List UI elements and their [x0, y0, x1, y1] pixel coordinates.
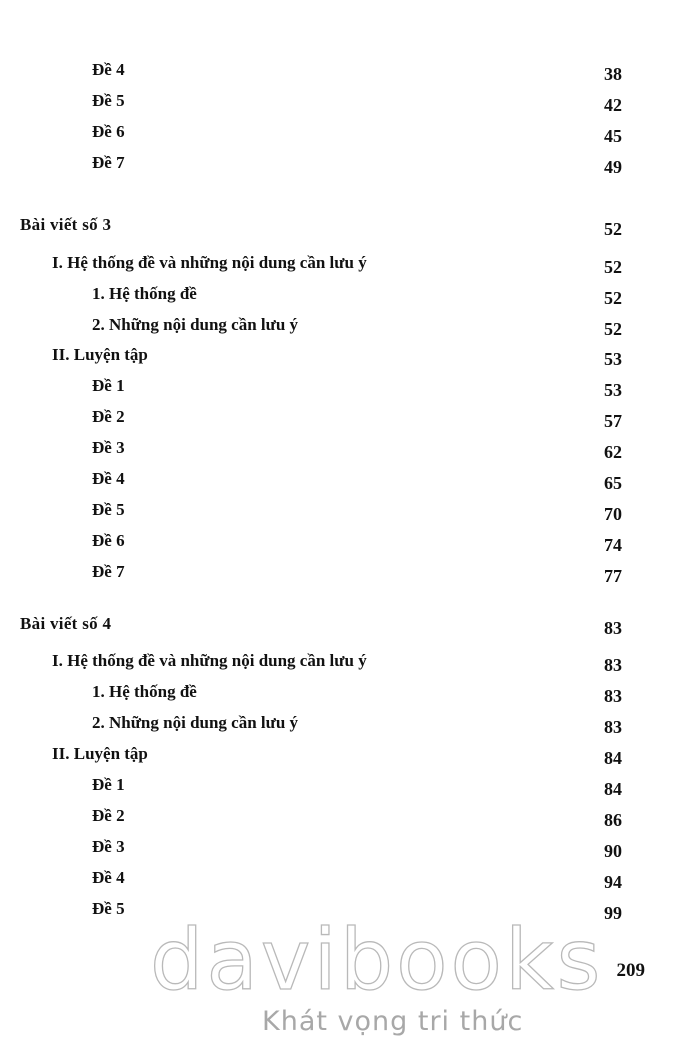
toc-entry: [0, 315, 700, 345]
toc-entry-label: 2. Những nội dung cần lưu ý: [92, 713, 299, 732]
toc-entry-label: Đề 1: [92, 376, 125, 395]
toc-entry: [0, 438, 700, 468]
toc-entry-label: Đề 6: [92, 122, 125, 141]
toc-entry-label: I. Hệ thống đề và những nội dung cần lưu ý: [52, 253, 367, 272]
toc-entry-label: Đề 6: [92, 531, 125, 550]
toc-entry: [0, 122, 700, 152]
toc-entry-page: 83: [604, 655, 622, 675]
toc-entry: [0, 407, 700, 437]
toc-entry-label: II. Luyện tập: [52, 744, 148, 763]
toc-entry-label: I. Hệ thống đề và những nội dung cần lưu ý: [52, 651, 367, 670]
toc-entry: [0, 651, 700, 681]
watermark-brand: davibooks: [150, 911, 604, 1009]
toc-entry-label: Đề 1: [92, 775, 125, 794]
toc-section-heading: [0, 614, 700, 644]
toc-entry-label: Đề 5: [92, 500, 125, 519]
toc-entry-page: 86: [604, 810, 622, 830]
toc-entry-page: 77: [604, 566, 622, 586]
toc-entry-label: Đề 7: [92, 153, 125, 172]
toc-entry-label: 1. Hệ thống đề: [92, 682, 197, 701]
toc-entry: [0, 744, 700, 774]
toc-entry: [0, 253, 700, 283]
toc-entry-label: Đề 5: [92, 899, 125, 918]
toc-entry: [0, 806, 700, 836]
section-page: 52: [604, 219, 622, 239]
toc-entry-label: II. Luyện tập: [52, 345, 148, 364]
toc-entry-label: Đề 4: [92, 868, 125, 887]
toc-entry: [0, 60, 700, 90]
toc-entry-page: 42: [604, 95, 622, 115]
toc-entry: [0, 153, 700, 183]
section-title: Bài viết số 4: [20, 614, 112, 633]
toc-entry-page: 57: [604, 411, 622, 431]
toc-entry-label: Đề 4: [92, 469, 125, 488]
toc-entry: [0, 91, 700, 121]
toc-entry-page: 84: [604, 748, 622, 768]
toc-entry: [0, 837, 700, 867]
toc-entry-page: 83: [604, 686, 622, 706]
toc-entry-label: Đề 7: [92, 562, 125, 581]
toc-entry: [0, 562, 700, 592]
toc-entry-page: 53: [604, 349, 622, 369]
toc-entry-page: 52: [604, 257, 622, 277]
toc-entry-page: 90: [604, 841, 622, 861]
toc-entry: [0, 345, 700, 375]
toc-entry-page: 49: [604, 157, 622, 177]
toc-entry-page: 84: [604, 779, 622, 799]
toc-entry: [0, 682, 700, 712]
toc-entry-label: Đề 3: [92, 438, 125, 457]
toc-entry-page: 52: [604, 319, 622, 339]
toc-entry-label: Đề 4: [92, 60, 125, 79]
toc-entry: [0, 775, 700, 805]
toc-entry-page: 65: [604, 473, 622, 493]
toc-entry-page: 38: [604, 64, 622, 84]
watermark-tagline: Khát vọng tri thức: [262, 1006, 524, 1037]
toc-entry-page: 94: [604, 872, 622, 892]
toc-entry-label: Đề 2: [92, 806, 125, 825]
page-number: 209: [616, 960, 645, 981]
toc-section-heading: [0, 215, 700, 245]
toc-entry: [0, 531, 700, 561]
toc-entry: [0, 500, 700, 530]
toc-entry-page: 62: [604, 442, 622, 462]
toc-entry: [0, 469, 700, 499]
toc-entry-page: 45: [604, 126, 622, 146]
toc-entry: [0, 713, 700, 743]
toc-entry-page: 74: [604, 535, 622, 555]
toc-entry-label: Đề 5: [92, 91, 125, 110]
toc-entry-label: Đề 2: [92, 407, 125, 426]
toc-entry: [0, 376, 700, 406]
toc-entry-label: 1. Hệ thống đề: [92, 284, 197, 303]
toc-entry-page: 52: [604, 288, 622, 308]
toc-entry-page: 70: [604, 504, 622, 524]
toc-entry-page: 99: [604, 903, 622, 923]
toc-entry-label: 2. Những nội dung cần lưu ý: [92, 315, 299, 334]
toc-entry: [0, 284, 700, 314]
toc-entry: [0, 868, 700, 898]
section-title: Bài viết số 3: [20, 215, 112, 234]
toc-entry-page: 83: [604, 717, 622, 737]
toc-entry-page: 53: [604, 380, 622, 400]
section-page: 83: [604, 618, 622, 638]
toc-entry-label: Đề 3: [92, 837, 125, 856]
